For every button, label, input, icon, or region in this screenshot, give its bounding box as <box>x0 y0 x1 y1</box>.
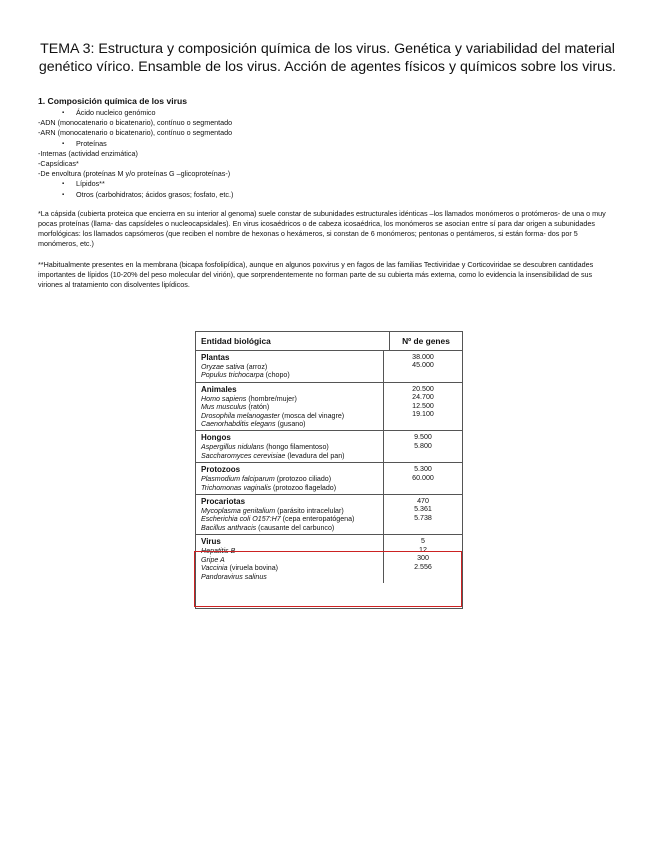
common-name: (viruela bovina) <box>227 564 279 573</box>
gene-count: 470 <box>417 497 429 506</box>
gene-count: 19.100 <box>412 410 434 419</box>
common-name: (parásito intracelular) <box>275 507 344 516</box>
list-item: -ARN (monocatenario o bicatenario), contínuo o segmentado <box>38 128 233 138</box>
virus-highlight-box <box>194 551 462 607</box>
gene-count: 24.700 <box>412 393 434 402</box>
scientific-name: Homo sapiens <box>201 394 247 403</box>
list-item: ▪ Lípidos** <box>38 179 618 189</box>
group-name: Plantas <box>201 353 230 362</box>
group-name: Protozoos <box>201 465 241 475</box>
table-row <box>201 484 383 492</box>
gene-count: 45.000 <box>412 361 434 370</box>
scientific-name: Saccharomyces cerevisiae <box>201 451 286 460</box>
table-row <box>201 475 383 483</box>
common-name: (cepa enteropatógena) <box>280 515 355 524</box>
footnote-lipidos: **Habitualmente presentes en la membrana (bicapa fosfolipídica), aunque en algunos poxvirus y en fagos de las familias Tectiviridae y Corticoviridae se descubren cantidades importantes de lípidos (10-20% del peso molecular del virión), que sorprendentemente no forman parte de su cubierta más externa, como lo evidencia la insensibilidad de sus viriones al tratamiento con disolventes lipídicos. <box>38 259 594 290</box>
gene-count: 9.500 <box>414 433 432 442</box>
table-row <box>201 395 383 403</box>
gene-count: 5.738 <box>414 513 432 522</box>
gene-count: 20.500 <box>412 384 434 393</box>
table-row <box>201 443 383 451</box>
list-item: -Capsídicas* <box>38 159 79 169</box>
header-entidad: Entidad biológica <box>196 332 390 350</box>
scientific-name: Escherichia coli O157:H7 <box>201 515 281 524</box>
table-group <box>196 431 462 463</box>
gene-count: 2.556 <box>414 562 432 571</box>
scientific-name: Drosophila melanogaster <box>201 411 280 420</box>
table-group <box>196 351 462 383</box>
table-row <box>201 363 383 371</box>
table-group <box>196 495 462 535</box>
common-name: (hongo filamentoso) <box>264 443 329 452</box>
document-title: TEMA 3: Estructura y composición química de los virus. Genética y variabilidad del material genético vírico. Ensamble de los virus. Acción de agentes físicos y químicos sobre los virus. <box>38 41 617 75</box>
scientific-name: Plasmodium falciparum <box>201 475 275 484</box>
list-item: ▪ Proteínas <box>38 139 618 149</box>
scientific-name: Mus musculus <box>201 403 247 412</box>
section-composicion <box>38 96 618 290</box>
gene-count: 12 <box>419 545 427 554</box>
list-item: -ADN (monocatenario o bicatenario), contínuo o segmentado <box>38 118 233 128</box>
list-item: -De envoltura (proteínas M y/o proteínas G –glicoproteínas-) <box>38 169 231 179</box>
scientific-name: Vaccinia <box>201 564 228 573</box>
common-name: (protozoo flagelado) <box>271 483 337 492</box>
common-name: (protozoo ciliado) <box>274 475 332 484</box>
common-name: (arroz) <box>244 363 268 371</box>
table-row <box>201 452 383 460</box>
scientific-name: Hepatitis B <box>201 547 236 556</box>
list-item: -Internas (actividad enzimática) <box>38 148 138 158</box>
composition-list <box>38 108 618 200</box>
table-row <box>201 420 383 428</box>
common-name: (levadura del pan) <box>285 451 345 460</box>
footnote-capsida: *La cápsida (cubierta proteica que encierra en su interior al genoma) suele constar de subunidades estructurales idénticas –los llamados monómeros o protómeros- de una o muy pocas proteínas (llama- das capsídeles o nucleocapsidales). En virus icosaédricos o de cabeza icosaédrica, los monómeros se asocian entre sí para dar origen a subunidades morfológicas: los llamados capsómeros (que reciben el nombre de hexonas o hexámeros, si constan de 6 monómeros; pentonas o pentámeros, si están forma- dos por 5 monómeros, etc.) <box>38 208 606 249</box>
group-name: Hongos <box>201 433 231 443</box>
list-item: ▪ Otros (carbohidratos; ácidos grasos; fosfato, etc.) <box>38 190 618 200</box>
gene-count: 5 <box>421 537 425 546</box>
common-name: (ratón) <box>246 403 270 412</box>
gene-count: 60.000 <box>412 473 434 482</box>
table-body <box>196 351 462 583</box>
scientific-name: Pandoravirus salinus <box>201 572 267 581</box>
scientific-name: Trichomonas vaginalis <box>201 483 272 492</box>
scientific-name: Gripe A <box>201 555 225 564</box>
table-row <box>201 371 383 379</box>
common-name: (causante del carbunco) <box>256 523 335 532</box>
table-row <box>201 515 383 523</box>
common-name: (chopo) <box>263 371 290 380</box>
gene-count: 5.361 <box>414 505 432 514</box>
scientific-name: Populus trichocarpa <box>201 371 264 380</box>
table-header <box>196 332 462 351</box>
scientific-name: Oryzae sativa <box>201 363 245 371</box>
table-row <box>201 507 383 515</box>
common-name: (mosca del vinagre) <box>279 411 345 420</box>
list-item: ▪ Ácido nucleico genómico <box>38 108 618 118</box>
table-group <box>196 383 462 432</box>
table-row <box>201 524 383 532</box>
scientific-name: Bacillus anthracis <box>201 523 257 532</box>
table-group <box>196 463 462 495</box>
group-name: Procariotas <box>201 497 246 507</box>
gene-count: 300 <box>417 554 429 563</box>
gene-count: 5.800 <box>414 441 432 450</box>
table-row <box>201 403 383 411</box>
group-name: Virus <box>201 537 221 547</box>
table-row <box>201 412 383 420</box>
section-heading: 1. Composición química de los virus <box>38 96 187 106</box>
group-name: Animales <box>201 384 237 394</box>
header-genes: Nº de genes <box>402 336 450 346</box>
common-name: (hombre/mujer) <box>246 394 297 403</box>
scientific-name: Aspergillus nidulans <box>201 443 265 452</box>
scientific-name: Mycoplasma genitalium <box>201 507 276 516</box>
gene-count: 38.000 <box>412 353 434 361</box>
scientific-name: Caenorhabditis elegans <box>201 420 276 429</box>
common-name: (gusano) <box>275 420 306 429</box>
gene-count: 12.500 <box>412 401 434 410</box>
gene-count: 5.300 <box>414 465 432 474</box>
